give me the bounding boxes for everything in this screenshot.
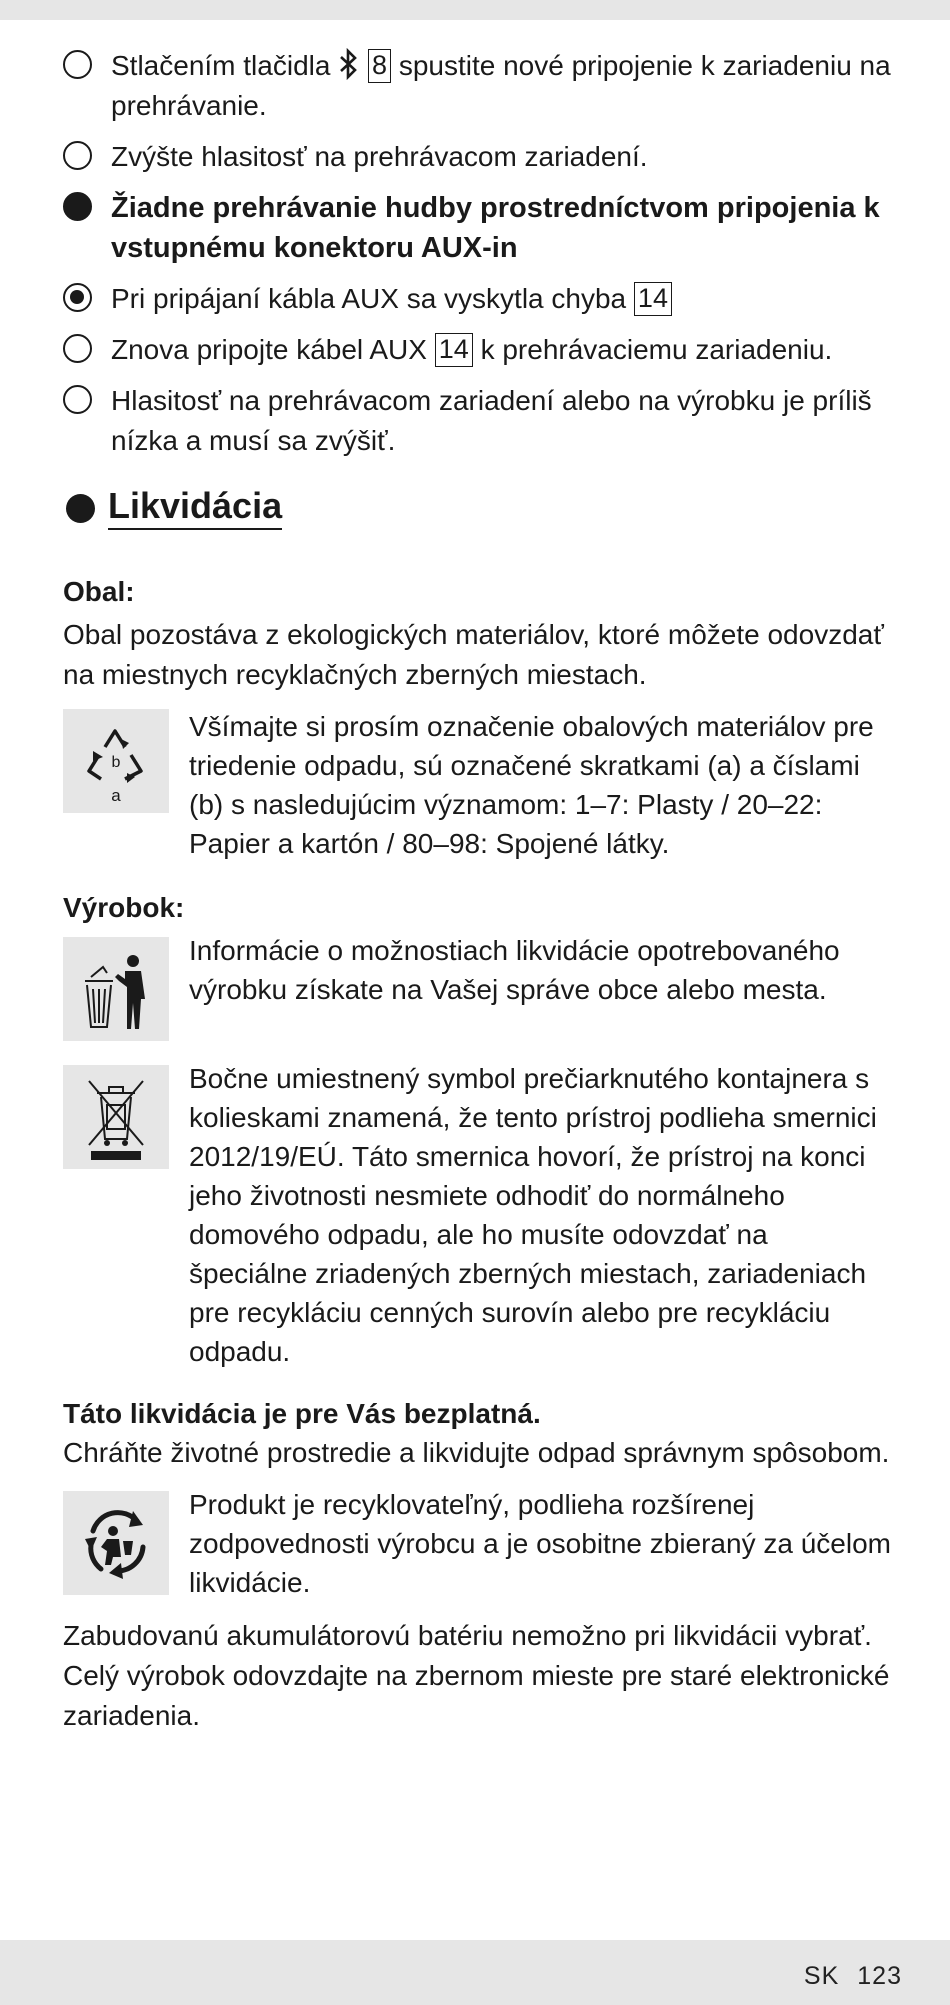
problem-heading-aux: [63, 188, 893, 268]
crossed-bin-icon: [63, 1065, 169, 1169]
open-circle-bullet-icon: [63, 334, 92, 363]
bullet-volume-up: [63, 137, 893, 177]
product-heading: Výrobok:: [63, 892, 185, 923]
page-footer: [0, 1940, 950, 2005]
bullet-new-connection: [63, 46, 893, 126]
bullet-aux-error: [63, 279, 893, 319]
packaging-note-row: [63, 709, 893, 863]
section-title: Likvidácia: [108, 485, 282, 530]
open-circle-bullet-icon: [63, 50, 92, 79]
bluetooth-icon: [338, 48, 360, 80]
product-info-text: Informácie o možnostiach likvidácie opotrebovaného výrobku získate na Vašej správe obce alebo mesta.: [189, 935, 840, 1005]
packaging-heading: Obal:: [63, 576, 135, 607]
free-disposal-heading: Táto likvidácia je pre Vás bezplatná.: [63, 1398, 541, 1429]
footer-text: [786, 1962, 902, 1991]
section-heading: [63, 485, 893, 539]
page-number: 123: [857, 1962, 902, 1990]
filled-circle-bullet-icon: [63, 192, 92, 221]
trash-disposal-icon: [63, 937, 169, 1041]
open-circle-bullet-icon: [63, 141, 92, 170]
recyclable-text: Produkt je recyklovateľný, podlieha rozšírenej zodpovednosti výrobcu a je osobitne zbieraný za účelom likvidácie.: [189, 1489, 891, 1598]
recyclable-row: [63, 1491, 893, 1602]
bullet-volume-low: [63, 381, 893, 461]
packaging-note-text: Všímajte si prosím označenie obalových materiálov pre triedenie odpadu, sú označené skratkami (a) a číslami (b) s nasledujúcim významom: 1–7: Plasty / 20–22: Papier a kartón / 80–98: Spojené látky.: [189, 711, 874, 859]
free-disposal-text: Chráňte životné prostredie a likvidujte odpad správnym spôsobom.: [63, 1437, 890, 1468]
product-info-row: [63, 937, 893, 1041]
bullet-text-before: Stlačením tlačidla: [111, 50, 331, 81]
ref-box: 14: [634, 282, 672, 316]
bullet-text-before: Pri pripájaní kábla AUX sa vyskytla chyba: [111, 283, 627, 314]
footer-language: SK: [803, 1962, 840, 1990]
bullet-reconnect-aux: [63, 330, 893, 370]
recycling-code-b: b: [111, 754, 121, 771]
problem-heading-text: Žiadne prehrávanie hudby prostredníctvom pripojenia k vstupnému konektoru AUX-in: [111, 192, 880, 264]
filled-circle-bullet-icon: [66, 494, 95, 523]
triman-recycle-icon: [63, 1491, 169, 1595]
ref-box: 14: [435, 333, 473, 367]
dotted-circle-bullet-icon: [63, 283, 92, 312]
open-circle-bullet-icon: [63, 385, 92, 414]
recycling-code-icon: [63, 709, 169, 813]
battery-text: Zabudovanú akumulátorovú batériu nemožno pri likvidácii vybrať. Celý výrobok odovzdajte na zbernom mieste pre staré elektronické zariadenia.: [63, 1620, 890, 1731]
bullet-text-after: spustite nové pripojenie k zariadeniu na prehrávanie.: [111, 50, 891, 121]
bullet-text-after: k prehrávaciemu zariadeniu.: [480, 334, 833, 365]
packaging-text: Obal pozostáva z ekologických materiálov, ktoré môžete odovzdať na miestnych recyklačných zberných miestach.: [63, 619, 884, 690]
bullet-text: Hlasitosť na prehrávacom zariadení alebo na výrobku je príliš nízka a musí sa zvýšiť.: [111, 385, 872, 456]
page-content: [63, 46, 893, 1736]
bullet-text: Zvýšte hlasitosť na prehrávacom zariadení.: [111, 141, 648, 172]
top-band: [0, 0, 950, 20]
recycling-code-a: a: [111, 786, 121, 805]
weee-row: [63, 1065, 893, 1371]
weee-text: Bočne umiestnený symbol prečiarknutého kontajnera s kolieskami znamená, že tento prístroj podlieha smernici 2012/19/EÚ. Táto smernica hovorí, že prístroj na konci jeho životnosti nesmiete odhodiť do normálneho domového odpadu, ale ho musíte odovzdať na špeciálne zriadených zberných miestach, zariadeniach pre recykláciu cenných surovín alebo pre recykláciu odpadu.: [189, 1063, 877, 1367]
bullet-text-before: Znova pripojte kábel AUX: [111, 334, 427, 365]
ref-box: 8: [368, 49, 391, 83]
